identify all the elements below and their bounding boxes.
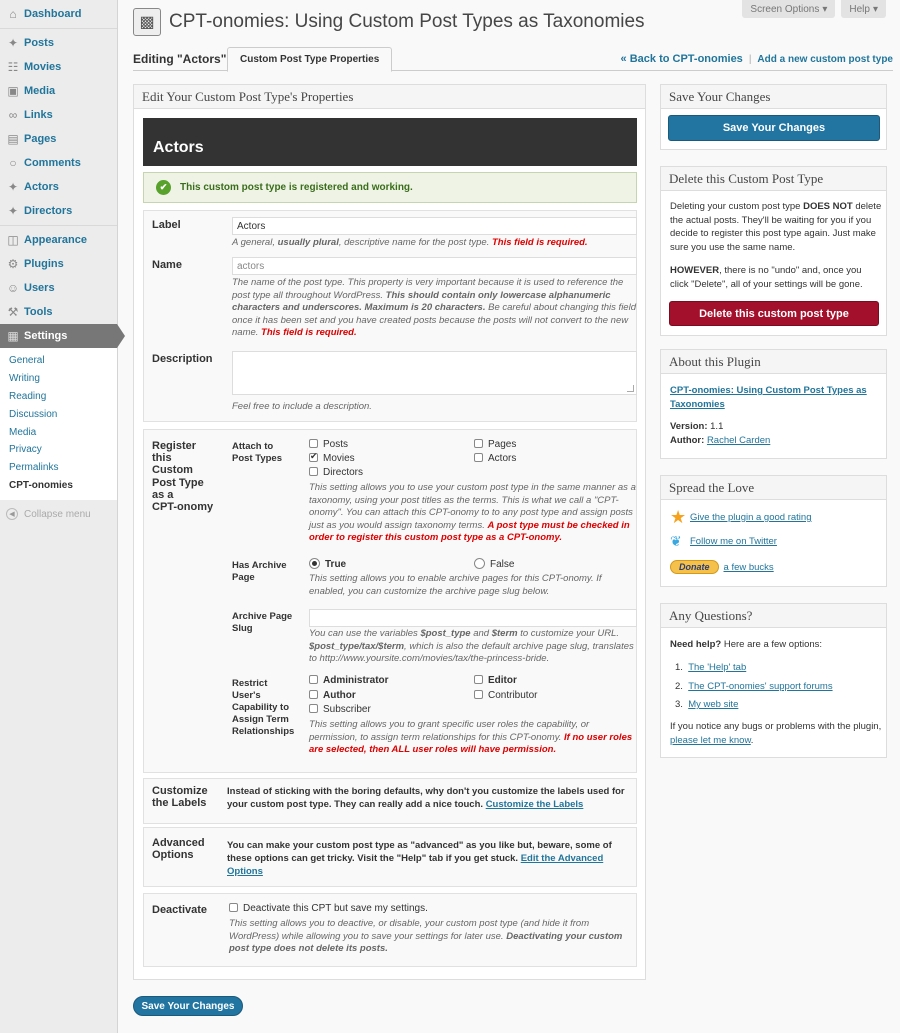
- checkbox-movies[interactable]: ✔Movies: [309, 453, 355, 464]
- questions-box: Any Questions? Need help? Here are a few options: 1. The 'Help' tab 2. The CPT-onomies' support forums 3. My web site If you notice any bugs or problems with the plugin, please let me know.: [660, 603, 887, 758]
- checkbox-pages[interactable]: Pages: [474, 439, 516, 450]
- checkbox-deactivate[interactable]: Deactivate this CPT but save my settings.: [229, 903, 428, 914]
- collapse-menu[interactable]: ◀ Collapse menu: [0, 508, 117, 520]
- register-label: Register this Custom Post Type as a CPT-onomy: [152, 440, 214, 514]
- media-icon: ▣: [7, 84, 19, 98]
- twitter-link[interactable]: Follow me on Twitter: [690, 536, 777, 547]
- menu-tools[interactable]: ⚒ Tools: [7, 305, 53, 319]
- checkbox-box[interactable]: [474, 439, 483, 448]
- submenu-media[interactable]: Media: [9, 426, 37, 438]
- chevron-down-icon: ▾: [822, 3, 828, 15]
- tab-custom-post-type-properties[interactable]: Custom Post Type Properties: [227, 47, 392, 72]
- let-me-know-link[interactable]: please let me know: [670, 734, 751, 746]
- menu-comments[interactable]: ○ Comments: [0, 151, 117, 175]
- checkbox-subscriber[interactable]: Subscriber: [309, 704, 371, 715]
- menu-plugins[interactable]: ⚙ Plugins: [7, 257, 64, 271]
- menu-appearance[interactable]: ◫ Appearance: [7, 233, 87, 247]
- about-plugin-box: About this Plugin CPT-onomies: Using Custom Post Types as Taxonomies Version: 1.1 Author: Rachel Carden: [660, 349, 887, 459]
- menu-movies[interactable]: ☷ Movies: [7, 60, 62, 74]
- status-message: ✔ This custom post type is registered and working.: [143, 172, 637, 203]
- add-new-link[interactable]: Add a new custom post type: [757, 53, 893, 65]
- menu-settings[interactable]: ▦ Settings: [0, 324, 117, 348]
- checkbox-administrator[interactable]: Administrator: [309, 675, 389, 686]
- checkbox-box[interactable]: [474, 675, 483, 684]
- support-forums-link[interactable]: The CPT-onomies' support forums: [688, 680, 833, 692]
- settings-submenu: [0, 348, 117, 500]
- archive-slug-input[interactable]: [309, 609, 637, 627]
- delete-cpt-box: Delete this Custom Post Type Deleting your custom post type DOES NOT delete the actual posts. They'll be waiting for you if you decide to register this post type again. Just make sure you use the same name. HOWEVER, there is no "undo" and, once you click "Delete", all of your settings will be gone. Delete this custom post type: [660, 166, 887, 336]
- star-icon: ★: [670, 507, 687, 527]
- pin-icon: ✦: [7, 204, 19, 218]
- checkbox-directors[interactable]: Directors: [309, 467, 363, 478]
- website-link[interactable]: My web site: [688, 699, 739, 710]
- name-input[interactable]: actors: [232, 257, 637, 275]
- twitter-icon: ❦: [670, 533, 682, 549]
- checkbox-box[interactable]: [309, 690, 318, 699]
- page-title: CPT-onomies: Using Custom Post Types as Taxonomies: [169, 11, 645, 32]
- checkbox-author[interactable]: Author: [309, 690, 356, 701]
- resize-grip-icon: [627, 385, 634, 392]
- save-changes-bottom-button[interactable]: Save Your Changes: [133, 996, 243, 1016]
- menu-users[interactable]: ☺ Users: [6, 281, 55, 295]
- rating-link[interactable]: Give the plugin a good rating: [690, 512, 812, 523]
- checkbox-box[interactable]: [309, 439, 318, 448]
- edit-properties-box: [133, 84, 646, 980]
- checkbox-actors[interactable]: Actors: [474, 453, 516, 464]
- tools-icon: ⚒: [7, 305, 19, 319]
- help-button[interactable]: Help ▾: [841, 0, 886, 18]
- submenu-privacy[interactable]: Privacy: [9, 444, 42, 456]
- checkbox-posts[interactable]: Posts: [309, 439, 348, 450]
- checkbox-box[interactable]: [309, 467, 318, 476]
- screen-options-button[interactable]: Screen Options ▾: [742, 0, 835, 18]
- submenu-general[interactable]: General: [9, 355, 45, 367]
- save-changes-box: Save Your Changes Save Your Changes: [660, 84, 887, 150]
- pages-icon: ▤: [7, 132, 19, 146]
- menu-links[interactable]: ∞ Links: [0, 103, 117, 127]
- donate-button[interactable]: Donate: [670, 560, 719, 574]
- radio-unselected[interactable]: [474, 558, 485, 569]
- checkbox-checked[interactable]: [309, 453, 318, 462]
- tab-bar: Editing "Actors" Custom Post Type Properties « Back to CPT-onomies | Add a new custom post type: [133, 47, 893, 71]
- collapse-arrow-icon: ◀: [6, 508, 18, 520]
- pin-icon: ✦: [7, 36, 19, 50]
- spread-love-box: Spread the Love ★ Give the plugin a good rating ❦ Follow me on Twitter Donate a few bucks: [660, 475, 887, 587]
- radio-selected[interactable]: [309, 558, 320, 569]
- radio-archive-false[interactable]: False: [474, 558, 514, 570]
- users-icon: ☺: [6, 281, 20, 295]
- pin-icon: ☷: [7, 60, 19, 74]
- checkmark-icon: ✔: [156, 180, 171, 195]
- pin-icon: ✦: [7, 180, 19, 194]
- menu-media[interactable]: ▣ Media: [7, 84, 56, 98]
- editing-label: Editing "Actors": [133, 52, 227, 66]
- help-tab-link[interactable]: The 'Help' tab: [688, 662, 747, 673]
- author-link[interactable]: Rachel Carden: [706, 435, 771, 446]
- menu-directors[interactable]: ✦ Directors: [7, 204, 73, 218]
- register-panel: Register this Custom Post Type as a CPT-onomy Attach to Post Types Posts Pages ✔Movies Actors Directors This setting allows you to use your custom post type in the same manner as a taxonomy, using your post titles as the terms. This is what we call a "CPT-onomy". You can attach this CPT-onomy to to any post type and assign posts just as you would assign taxonomy terms. A post type must be checked in order to register this custom post type as a CPT-onomy. Has Archive Page True False This setting allows you to enable archive pages for this CPT-onomy. If enabled, you can customize the archive page slug below. Archive Page Slug You can use the variables $post_type and $term to customize your URL. $post_type/tax/$term, which is also the default archive page slug, translates to http://www.yoursite.com/movies/tax/the-princess-bride. Restrict User's Capability to Assign Term Relationships Administrator Editor Author Contributor Subscriber This setting allows you to grant specific user roles the capability, or permission, to assign term relationships for this CPT-onomy. If no user roles are selected, then ALL user roles will have permission.: [143, 429, 637, 773]
- settings-icon: ▦: [7, 329, 19, 343]
- home-icon: ⌂: [9, 7, 17, 21]
- checkbox-box[interactable]: [309, 675, 318, 684]
- menu-posts[interactable]: ✦ Posts: [7, 36, 54, 50]
- submenu-permalinks[interactable]: Permalinks: [9, 462, 59, 474]
- basic-fields-panel: Label Actors A general, usually plural, descriptive name for the post type. This field is required. Name actors The name of the post type. This property is very important because it is used to reference the post type all throughout WordPress. This should contain only lowercase alphanumeric characters and underscores. Maximum is 20 characters. Be careful about changing this field once it has been set and you have created posts because the posts will not convert to the new name. This field is required. Description Feel free to include a description.: [143, 210, 637, 422]
- radio-archive-true[interactable]: True: [309, 558, 346, 570]
- menu-pages[interactable]: ▤ Pages: [7, 132, 57, 146]
- box-title: Edit Your Custom Post Type's Properties: [134, 85, 645, 109]
- plugin-icon: ⚙: [7, 257, 19, 271]
- appearance-icon: ◫: [7, 233, 19, 247]
- checkbox-box[interactable]: [474, 690, 483, 699]
- submenu-discussion[interactable]: Discussion: [9, 408, 58, 420]
- description-textarea[interactable]: [232, 351, 637, 395]
- back-link[interactable]: « Back to CPT-onomies: [620, 53, 743, 65]
- link-icon: ∞: [8, 108, 18, 122]
- customize-labels-panel: Customize the Labels Instead of sticking with the boring defaults, why don't you customize the labels used for your custom post type. They can really add a nice touch. Customize the Labels: [143, 778, 637, 824]
- advanced-options-panel: Advanced Options You can make your custom post type as "advanced" as you like but, beware, some of these options can get tricky. Visit the "Help" tab if you get stuck. Edit the Advanced Options: [143, 827, 637, 887]
- delete-cpt-button[interactable]: Delete this custom post type: [669, 301, 879, 326]
- customize-labels-link[interactable]: Customize the Labels: [485, 799, 584, 810]
- donate-link[interactable]: a few bucks: [723, 561, 774, 573]
- checkbox-editor[interactable]: Editor: [474, 675, 517, 686]
- deactivate-panel: Deactivate Deactivate this CPT but save my settings. This setting allows you to deactive, or disable, your custom post type (and hide it from WordPress) while allowing you to save your settings for later use. Deactivating your custom post type does not delete its posts.: [143, 893, 637, 967]
- cpt-name-header: Actors: [143, 118, 637, 166]
- comment-icon: ○: [9, 156, 17, 170]
- submenu-reading[interactable]: Reading: [9, 390, 47, 402]
- save-changes-button[interactable]: Save Your Changes: [668, 115, 880, 141]
- checkbox-box[interactable]: [309, 704, 318, 713]
- menu-dashboard[interactable]: ⌂ Dashboard: [0, 2, 117, 26]
- menu-actors[interactable]: ✦ Actors: [7, 180, 59, 194]
- plugin-logo-icon: ▩: [133, 8, 161, 36]
- admin-sidebar: [0, 0, 118, 1033]
- label-input[interactable]: Actors: [232, 217, 637, 235]
- checkbox-contributor[interactable]: Contributor: [474, 690, 537, 701]
- advanced-options-link[interactable]: Edit the Advanced Options: [227, 853, 604, 877]
- plugin-link[interactable]: CPT-onomies: Using Custom Post Types as Taxonomies: [670, 385, 867, 410]
- chevron-down-icon: ▾: [872, 3, 878, 15]
- checkbox-box[interactable]: [474, 453, 483, 462]
- checkbox-box[interactable]: [229, 903, 238, 912]
- submenu-writing[interactable]: Writing: [9, 373, 40, 385]
- submenu-cpt-onomies[interactable]: CPT-onomies: [9, 479, 73, 491]
